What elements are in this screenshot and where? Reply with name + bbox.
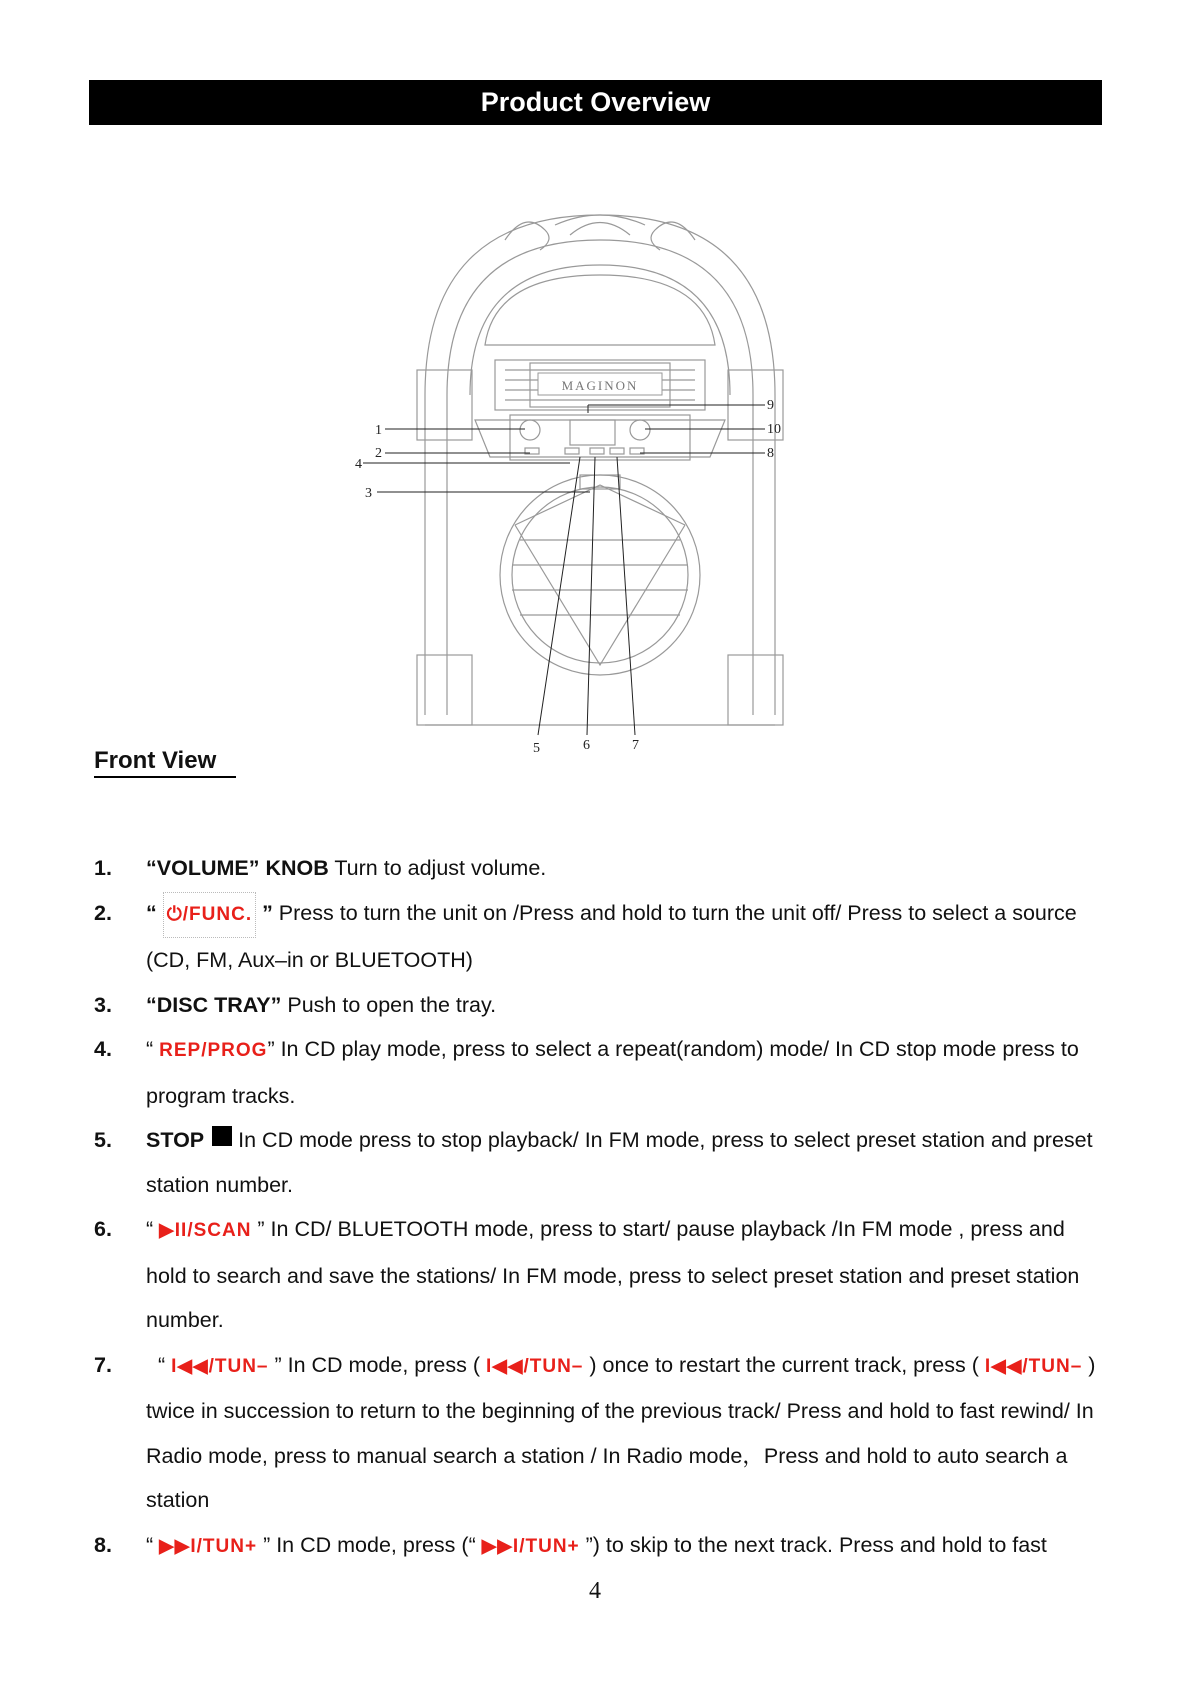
play-pause-icon: ▶II <box>159 1220 188 1241</box>
list-item: 1. “VOLUME” KNOB Turn to adjust volume. <box>94 856 547 880</box>
play-pause-key-label: ▶II/SCAN <box>159 1220 252 1241</box>
callout-7: 7 <box>632 738 639 753</box>
callout-5: 5 <box>533 741 540 756</box>
prev-key-label: I◀◀/TUN– <box>171 1355 269 1377</box>
page-title: Product Overview <box>480 87 711 117</box>
list-item: 2. “ ⏻/FUNC. ” Press to turn the unit on /Press and hold to turn the unit off/ Press to select a source (CD, FM, Aux–in or BLUETOOTH) <box>94 891 1104 983</box>
callout-4: 4 <box>355 457 362 472</box>
dome-window <box>485 275 715 345</box>
next-icon: ▶▶I <box>159 1535 197 1557</box>
brand-logo: MAGINON <box>561 378 639 393</box>
callout-2: 2 <box>375 446 382 461</box>
feature-list <box>94 846 1104 1569</box>
page-number: 4 <box>589 1578 601 1604</box>
power-icon: ⏻ <box>166 903 183 925</box>
control-panel <box>475 420 725 457</box>
callout-1: 1 <box>375 423 382 438</box>
rep-prog-key-label: REP/PROG <box>159 1040 268 1061</box>
previous-icon: I◀◀ <box>984 1355 1023 1377</box>
callout-8: 8 <box>767 446 774 461</box>
list-item: 8. “ ▶▶I/TUN+ ” In CD mode, press (“ ▶▶I/TUN+ ”) to skip to the next track. Press and hold to fast <box>94 1532 1047 1557</box>
list-item: 4. “ REP/PROG” In CD play mode, press to select a repeat(random) mode/ In CD stop mode press to program tracks. <box>94 1037 1079 1108</box>
next-icon: ▶▶I <box>481 1535 520 1557</box>
list-item: 6. “ ▶II/SCAN ” In CD/ BLUETOOTH mode, press to start/ pause playback /In FM mode , press and hold to search and save the stations/ In FM mode, press to select preset station and preset station number. <box>94 1217 1080 1332</box>
list-item: 7. “ I◀◀/TUN– ” In CD mode, press ( I◀◀/TUN– ) once to restart the current track, press ( I◀◀/TUN– ) twice in succession to return to the beginning of the previous track/ Press and hold to fast rewind/ In Radio mode, press to manual search a station / In Radio mode，Press and hold to auto search a station <box>94 1352 1096 1512</box>
display-window <box>570 420 615 445</box>
list-item: 5. STOP In CD mode press to stop playback/ In FM mode, press to select preset station and preset station number. <box>94 1128 1093 1197</box>
callout-6: 6 <box>583 738 590 753</box>
stop-icon <box>212 1126 232 1146</box>
previous-icon: I◀◀ <box>171 1355 209 1377</box>
front-view-diagram <box>355 195 845 770</box>
next-key-label: ▶▶I/TUN+ <box>159 1535 258 1557</box>
volume-knob-drawing <box>520 420 540 440</box>
list-item: 3. “DISC TRAY” Push to open the tray. <box>94 992 497 1017</box>
page-title-bar <box>89 80 1102 125</box>
speaker-circle <box>500 475 700 675</box>
callout-9: 9 <box>767 398 774 413</box>
callout-3: 3 <box>365 486 372 501</box>
cabinet-outline <box>425 215 775 715</box>
previous-icon: I◀◀ <box>485 1355 524 1377</box>
section-title-front-view: Front View <box>94 747 236 778</box>
func-key-label: ⏻/FUNC. <box>163 892 256 939</box>
callout-10: 10 <box>767 422 781 437</box>
